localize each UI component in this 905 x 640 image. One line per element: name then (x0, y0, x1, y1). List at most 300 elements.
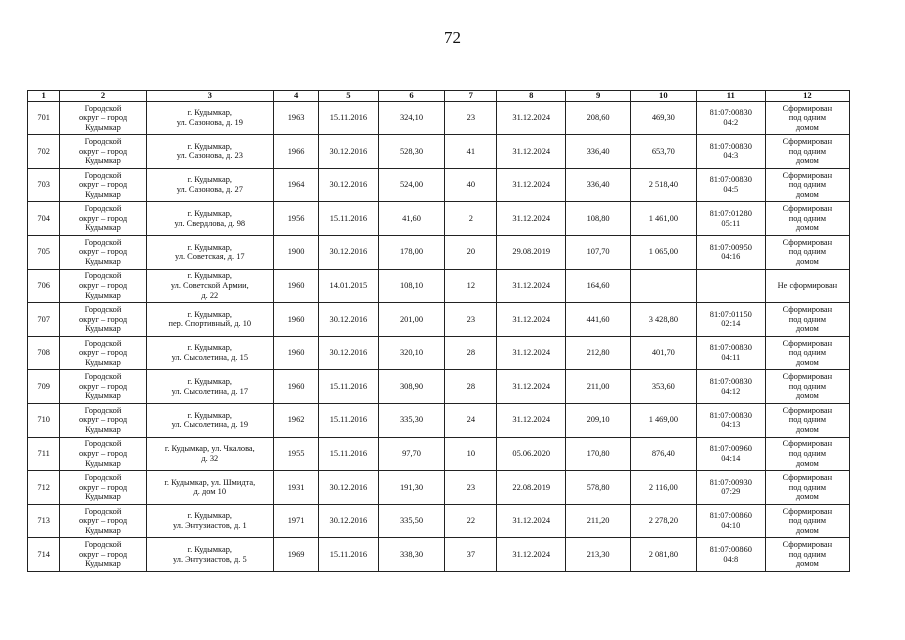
address-cell-line: г. Кудымкар, (187, 410, 232, 420)
municipality-cell-line: округ – город (78, 381, 128, 391)
column-header: 4 (273, 91, 318, 102)
table-row (28, 202, 850, 236)
row-number-cell: 710 (28, 403, 60, 437)
date-cell: 30.12.2016 (319, 303, 378, 337)
status-cell (765, 303, 849, 337)
municipality-cell-line: Кудымкар (85, 257, 121, 267)
status-cell (765, 202, 849, 236)
address-cell-line: ул. Сазонова, д. 23 (176, 151, 243, 161)
row-number-cell: 707 (28, 303, 60, 337)
value-cell: 211,00 (566, 370, 631, 404)
cadastral-number-cell-line: 81:07:00860 (709, 545, 752, 555)
address-cell-line: д. 32 (201, 453, 219, 463)
build-year-cell: 1956 (273, 202, 318, 236)
table-row (28, 538, 850, 572)
date-cell: 30.12.2016 (319, 168, 378, 202)
build-year-cell: 1962 (273, 403, 318, 437)
value-cell: 170,80 (566, 437, 631, 471)
row-number-cell: 713 (28, 504, 60, 538)
deadline-cell: 31.12.2024 (497, 538, 566, 572)
municipality-cell-line: Кудымкар (85, 559, 121, 569)
table-header (28, 91, 850, 102)
land-area-cell: 653,70 (630, 135, 696, 169)
status-cell (765, 437, 849, 471)
build-year-cell: 1931 (273, 471, 318, 505)
municipality-cell-line: округ – город (78, 482, 128, 492)
table-row (28, 336, 850, 370)
status-cell-line: Сформирован (782, 237, 833, 247)
cadastral-number-cell (696, 370, 765, 404)
status-cell-line: домом (795, 257, 819, 267)
build-year-cell: 1969 (273, 538, 318, 572)
build-year-cell: 1971 (273, 504, 318, 538)
build-year-cell: 1964 (273, 168, 318, 202)
status-cell-line: домом (795, 425, 819, 435)
cadastral-number-cell-line: 81:07:00830 (709, 141, 752, 151)
status-cell-line: Не сформирован (777, 281, 838, 291)
address-cell-line: ул. Сысолетина, д. 17 (171, 386, 249, 396)
land-area-cell (630, 269, 696, 303)
land-area-cell: 353,60 (630, 370, 696, 404)
municipality-cell-line: Городской (84, 103, 122, 113)
municipality-cell-line: Кудымкар (85, 391, 121, 401)
value-cell: 108,80 (566, 202, 631, 236)
column-header: 1 (28, 91, 60, 102)
status-cell-line: под одним (788, 314, 827, 324)
cadastral-number-cell (696, 135, 765, 169)
row-number-cell: 701 (28, 101, 60, 135)
date-cell: 15.11.2016 (319, 370, 378, 404)
table-row (28, 370, 850, 404)
value-cell: 213,30 (566, 538, 631, 572)
land-area-cell: 2 081,80 (630, 538, 696, 572)
municipality-cell-line: округ – город (78, 549, 128, 559)
cadastral-number-cell-line: 81:07:00950 (709, 242, 752, 252)
address-cell-line: г. Кудымкар, (187, 175, 232, 185)
build-year-cell: 1960 (273, 303, 318, 337)
address-cell (146, 101, 273, 135)
cadastral-number-cell-line: 81:07:01280 (709, 209, 752, 219)
address-cell-line: г. Кудымкар, (187, 242, 232, 252)
row-number-cell: 706 (28, 269, 60, 303)
area-cell: 201,00 (378, 303, 445, 337)
address-cell-line: ул. Сысолетина, д. 15 (171, 353, 249, 363)
date-cell: 15.11.2016 (319, 538, 378, 572)
column-header: 2 (60, 91, 146, 102)
row-number-cell: 705 (28, 235, 60, 269)
build-year-cell: 1955 (273, 437, 318, 471)
header-row (28, 91, 850, 102)
value-cell: 208,60 (566, 101, 631, 135)
table-row (28, 471, 850, 505)
address-cell (146, 370, 273, 404)
deadline-cell: 31.12.2024 (497, 403, 566, 437)
status-cell-line: под одним (788, 549, 827, 559)
value-cell: 578,80 (566, 471, 631, 505)
cadastral-number-cell (696, 538, 765, 572)
row-number-cell: 714 (28, 538, 60, 572)
municipality-cell-line: Городской (84, 506, 122, 516)
municipality-cell-line: Кудымкар (85, 458, 121, 468)
value-cell: 107,70 (566, 235, 631, 269)
status-cell-line: под одним (788, 247, 827, 257)
column-header: 7 (445, 91, 497, 102)
row-number-cell: 711 (28, 437, 60, 471)
municipality-cell (60, 504, 146, 538)
date-cell: 15.11.2016 (319, 403, 378, 437)
address-cell (146, 504, 273, 538)
address-cell-line: г. Кудымкар, (187, 108, 232, 118)
municipality-cell-line: Городской (84, 305, 122, 315)
date-cell: 15.11.2016 (319, 101, 378, 135)
cadastral-number-cell-line: 81:07:00830 (709, 410, 752, 420)
municipality-cell-line: округ – город (78, 180, 128, 190)
cadastral-number-cell-line: 04:3 (723, 151, 739, 161)
status-cell-line: домом (795, 357, 819, 367)
date-cell: 15.11.2016 (319, 202, 378, 236)
address-cell (146, 135, 273, 169)
deadline-cell: 29.08.2019 (497, 235, 566, 269)
value-cell: 212,80 (566, 336, 631, 370)
housing-registry-table (27, 90, 850, 572)
address-cell (146, 403, 273, 437)
deadline-cell: 05.06.2020 (497, 437, 566, 471)
cadastral-number-cell-line: 07:29 (721, 487, 741, 497)
area-cell: 320,10 (378, 336, 445, 370)
deadline-cell: 31.12.2024 (497, 504, 566, 538)
area-cell: 191,30 (378, 471, 445, 505)
table-body (28, 101, 850, 571)
status-cell-line: Сформирован (782, 372, 833, 382)
status-cell-line: Сформирован (782, 439, 833, 449)
deadline-cell: 31.12.2024 (497, 202, 566, 236)
status-cell-line: домом (795, 189, 819, 199)
municipality-cell-line: Городской (84, 237, 122, 247)
address-cell-line: пер. Спортивный, д. 10 (168, 319, 252, 329)
count-cell: 24 (445, 403, 497, 437)
cadastral-number-cell-line: 04:8 (723, 554, 739, 564)
address-cell-line: г. Кудымкар, (187, 343, 232, 353)
status-cell-line: под одним (788, 415, 827, 425)
address-cell-line: ул. Энтузиастов, д. 5 (172, 554, 247, 564)
table-row (28, 437, 850, 471)
status-cell-line: под одним (788, 146, 827, 156)
value-cell: 336,40 (566, 135, 631, 169)
status-cell-line: Сформирован (782, 540, 833, 550)
row-number-cell: 703 (28, 168, 60, 202)
value-cell: 164,60 (566, 269, 631, 303)
count-cell: 2 (445, 202, 497, 236)
municipality-cell-line: округ – город (78, 247, 128, 257)
column-header: 3 (146, 91, 273, 102)
address-cell-line: ул. Свердлова, д. 98 (174, 218, 246, 228)
area-cell: 97,70 (378, 437, 445, 471)
land-area-cell: 876,40 (630, 437, 696, 471)
deadline-cell: 22.08.2019 (497, 471, 566, 505)
municipality-cell-line: Городской (84, 170, 122, 180)
address-cell-line: г. Кудымкар, ул. Шмидта, (164, 477, 256, 487)
land-area-cell: 2 518,40 (630, 168, 696, 202)
deadline-cell: 31.12.2024 (497, 336, 566, 370)
build-year-cell: 1900 (273, 235, 318, 269)
value-cell: 211,20 (566, 504, 631, 538)
cadastral-number-cell-line: 81:07:00830 (709, 175, 752, 185)
cadastral-number-cell (696, 168, 765, 202)
municipality-cell-line: Кудымкар (85, 425, 121, 435)
table-row (28, 101, 850, 135)
count-cell: 37 (445, 538, 497, 572)
status-cell-line: под одним (788, 482, 827, 492)
row-number-cell: 709 (28, 370, 60, 404)
cadastral-number-cell-line: 81:07:01150 (709, 309, 752, 319)
municipality-cell-line: округ – город (78, 516, 128, 526)
cadastral-number-cell-line: 81:07:00830 (709, 343, 752, 353)
table-row (28, 135, 850, 169)
area-cell: 528,30 (378, 135, 445, 169)
date-cell: 15.11.2016 (319, 437, 378, 471)
page-number: 72 (444, 28, 461, 47)
cadastral-number-cell-line: 04:16 (721, 252, 741, 262)
status-cell-line: домом (795, 391, 819, 401)
land-area-cell: 469,30 (630, 101, 696, 135)
address-cell-line: г. Кудымкар, (187, 545, 232, 555)
status-cell (765, 101, 849, 135)
row-number-cell: 712 (28, 471, 60, 505)
cadastral-number-cell (696, 303, 765, 337)
deadline-cell: 31.12.2024 (497, 135, 566, 169)
status-cell (765, 370, 849, 404)
municipality-cell-line: Кудымкар (85, 492, 121, 502)
municipality-cell-line: округ – город (78, 449, 128, 459)
address-cell-line: г. Кудымкар, (187, 209, 232, 219)
column-header: 8 (497, 91, 566, 102)
municipality-cell (60, 336, 146, 370)
value-cell: 441,60 (566, 303, 631, 337)
municipality-cell-line: Кудымкар (85, 357, 121, 367)
status-cell-line: Сформирован (782, 103, 833, 113)
cadastral-number-cell (696, 235, 765, 269)
count-cell: 10 (445, 437, 497, 471)
address-cell-line: ул. Энтузиастов, д. 1 (172, 521, 247, 531)
area-cell: 524,00 (378, 168, 445, 202)
count-cell: 23 (445, 101, 497, 135)
count-cell: 41 (445, 135, 497, 169)
date-cell: 30.12.2016 (319, 336, 378, 370)
status-cell (765, 135, 849, 169)
municipality-cell-line: округ – город (78, 314, 128, 324)
deadline-cell: 31.12.2024 (497, 269, 566, 303)
municipality-cell-line: Кудымкар (85, 223, 121, 233)
status-cell-line: Сформирован (782, 170, 833, 180)
column-header: 10 (630, 91, 696, 102)
column-header: 5 (319, 91, 378, 102)
address-cell (146, 269, 273, 303)
area-cell: 41,60 (378, 202, 445, 236)
municipality-cell-line: округ – город (78, 415, 128, 425)
municipality-cell-line: Городской (84, 540, 122, 550)
build-year-cell: 1966 (273, 135, 318, 169)
municipality-cell (60, 370, 146, 404)
area-cell: 308,90 (378, 370, 445, 404)
status-cell-line: домом (795, 122, 819, 132)
build-year-cell: 1960 (273, 269, 318, 303)
municipality-cell (60, 202, 146, 236)
land-area-cell: 3 428,80 (630, 303, 696, 337)
municipality-cell (60, 168, 146, 202)
table-row (28, 168, 850, 202)
count-cell: 12 (445, 269, 497, 303)
status-cell-line: Сформирован (782, 137, 833, 147)
build-year-cell: 1960 (273, 336, 318, 370)
column-header: 12 (765, 91, 849, 102)
municipality-cell-line: Кудымкар (85, 122, 121, 132)
cadastral-number-cell-line: 81:07:00860 (709, 511, 752, 521)
status-cell (765, 403, 849, 437)
municipality-cell-line: Кудымкар (85, 324, 121, 334)
status-cell-line: Сформирован (782, 204, 833, 214)
municipality-cell (60, 135, 146, 169)
municipality-cell-line: округ – город (78, 113, 128, 123)
address-cell-line: д. 22 (201, 290, 219, 300)
address-cell-line: г. Кудымкар, (187, 141, 232, 151)
table-row (28, 303, 850, 337)
land-area-cell: 1 469,00 (630, 403, 696, 437)
municipality-cell-line: Городской (84, 338, 122, 348)
date-cell: 30.12.2016 (319, 135, 378, 169)
address-cell-line: ул. Советской Армии, (170, 281, 249, 291)
status-cell-line: домом (795, 492, 819, 502)
status-cell (765, 269, 849, 303)
build-year-cell: 1960 (273, 370, 318, 404)
cadastral-number-cell-line: 04:10 (721, 521, 741, 531)
date-cell: 30.12.2016 (319, 235, 378, 269)
deadline-cell: 31.12.2024 (497, 168, 566, 202)
cadastral-number-cell (696, 336, 765, 370)
municipality-cell-line: Кудымкар (85, 156, 121, 166)
municipality-cell (60, 403, 146, 437)
status-cell-line: Сформирован (782, 305, 833, 315)
table-row (28, 403, 850, 437)
deadline-cell: 31.12.2024 (497, 303, 566, 337)
land-area-cell: 1 065,00 (630, 235, 696, 269)
address-cell-line: ул. Сысолетина, д. 19 (171, 420, 249, 430)
municipality-cell-line: Кудымкар (85, 189, 121, 199)
address-cell (146, 235, 273, 269)
status-cell-line: под одним (788, 213, 827, 223)
value-cell: 336,40 (566, 168, 631, 202)
municipality-cell-line: Городской (84, 473, 122, 483)
cadastral-number-cell-line: 04:11 (721, 353, 741, 363)
count-cell: 23 (445, 471, 497, 505)
cadastral-number-cell-line: 81:07:00830 (709, 377, 752, 387)
cadastral-number-cell-line: 04:13 (721, 420, 741, 430)
address-cell (146, 437, 273, 471)
status-cell-line: домом (795, 324, 819, 334)
cadastral-number-cell-line: 05:11 (721, 218, 741, 228)
area-cell: 324,10 (378, 101, 445, 135)
municipality-cell-line: Городской (84, 204, 122, 214)
cadastral-number-cell-line: 04:5 (723, 185, 739, 195)
municipality-cell-line: округ – город (78, 281, 128, 291)
status-cell-line: под одним (788, 449, 827, 459)
address-cell-line: г. Кудымкар, (187, 271, 232, 281)
municipality-cell-line: Кудымкар (85, 525, 121, 535)
municipality-cell (60, 269, 146, 303)
area-cell: 338,30 (378, 538, 445, 572)
cadastral-number-cell-line: 04:2 (723, 117, 739, 127)
address-cell (146, 168, 273, 202)
municipality-cell-line: округ – город (78, 146, 128, 156)
table-row (28, 235, 850, 269)
count-cell: 22 (445, 504, 497, 538)
status-cell-line: под одним (788, 516, 827, 526)
value-cell: 209,10 (566, 403, 631, 437)
cadastral-number-cell-line: 81:07:00830 (709, 108, 752, 118)
cadastral-number-cell-line: 04:12 (721, 386, 741, 396)
municipality-cell-line: округ – город (78, 348, 128, 358)
status-cell (765, 538, 849, 572)
municipality-cell (60, 538, 146, 572)
cadastral-number-cell (696, 471, 765, 505)
cadastral-number-cell-line: 81:07:00960 (709, 444, 752, 454)
date-cell: 14.01.2015 (319, 269, 378, 303)
address-cell-line: г. Кудымкар, (187, 377, 232, 387)
municipality-cell-line: Городской (84, 271, 122, 281)
status-cell-line: Сформирован (782, 338, 833, 348)
address-cell-line: г. Кудымкар, ул. Чкалова, (164, 444, 255, 454)
area-cell: 108,10 (378, 269, 445, 303)
table-row (28, 269, 850, 303)
count-cell: 28 (445, 370, 497, 404)
municipality-cell-line: Городской (84, 372, 122, 382)
land-area-cell: 1 461,00 (630, 202, 696, 236)
land-area-cell: 2 116,00 (630, 471, 696, 505)
status-cell-line: под одним (788, 348, 827, 358)
cadastral-number-cell (696, 437, 765, 471)
count-cell: 23 (445, 303, 497, 337)
count-cell: 20 (445, 235, 497, 269)
address-cell (146, 471, 273, 505)
municipality-cell-line: округ – город (78, 213, 128, 223)
cadastral-number-cell (696, 269, 765, 303)
area-cell: 335,30 (378, 403, 445, 437)
municipality-cell (60, 471, 146, 505)
cadastral-number-cell-line: 81:07:00930 (709, 477, 752, 487)
status-cell (765, 336, 849, 370)
status-cell (765, 168, 849, 202)
column-header: 9 (566, 91, 631, 102)
cadastral-number-cell (696, 504, 765, 538)
row-number-cell: 704 (28, 202, 60, 236)
municipality-cell-line: Городской (84, 137, 122, 147)
column-header: 11 (696, 91, 765, 102)
status-cell-line: домом (795, 156, 819, 166)
address-cell-line: г. Кудымкар, (187, 511, 232, 521)
address-cell-line: д. дом 10 (193, 487, 227, 497)
status-cell-line: домом (795, 559, 819, 569)
address-cell-line: ул. Сазонова, д. 27 (176, 185, 243, 195)
address-cell (146, 538, 273, 572)
status-cell (765, 471, 849, 505)
municipality-cell (60, 303, 146, 337)
row-number-cell: 708 (28, 336, 60, 370)
status-cell-line: под одним (788, 381, 827, 391)
cadastral-number-cell (696, 101, 765, 135)
table-row (28, 504, 850, 538)
deadline-cell: 31.12.2024 (497, 370, 566, 404)
municipality-cell-line: Городской (84, 405, 122, 415)
status-cell-line: под одним (788, 113, 827, 123)
